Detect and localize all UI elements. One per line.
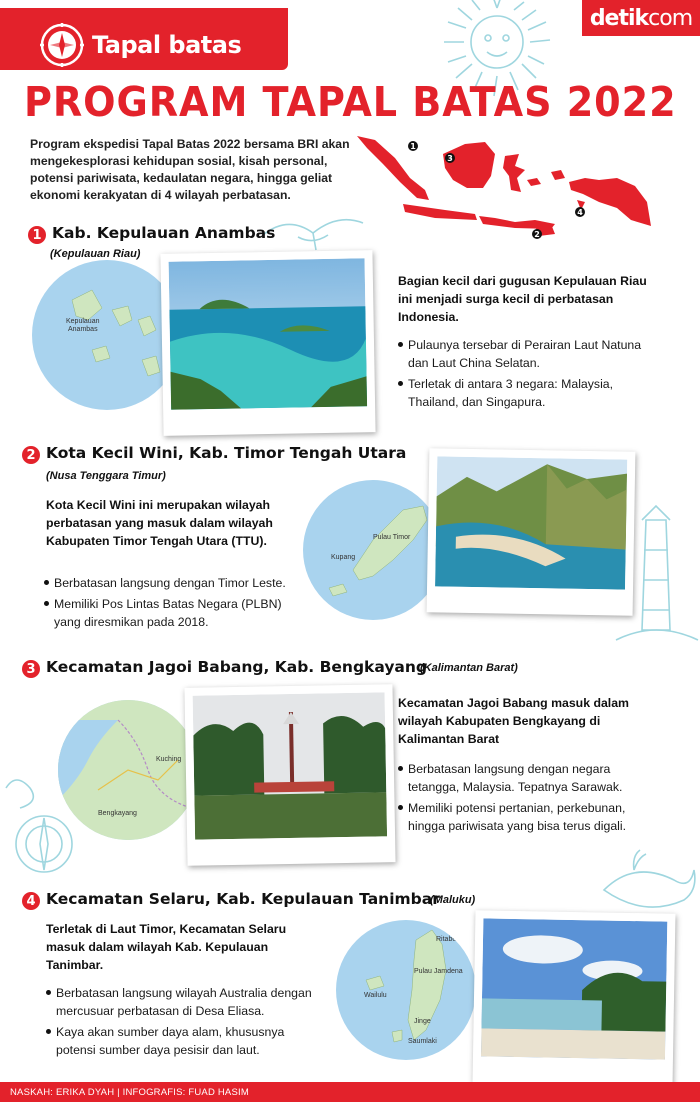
map-marker-2: 2	[534, 230, 540, 239]
section-1-bullets	[398, 336, 648, 414]
indonesia-map	[355, 130, 665, 245]
section-3-photo	[184, 684, 395, 866]
credits-footer: NASKAH: ERIKA DYAH | INFOGRAFIS: FUAD HASIM	[0, 1082, 700, 1102]
section-1-subtitle: (Kepulauan Riau)	[50, 248, 141, 260]
section-2-description: Kota Kecil Wini ini merupakan wilayah perbatasan yang masuk dalam wilayah Kabupaten Timor Tengah Utara (TTU).	[46, 498, 273, 548]
section-2-photo	[427, 448, 636, 616]
compass-sketch-icon	[0, 768, 86, 878]
publisher-name-bold: detik	[589, 5, 649, 31]
map-marker-3: 3	[447, 154, 453, 163]
brand-title: Tapal batas	[92, 31, 242, 59]
lighthouse-sketch-icon	[612, 500, 700, 650]
publisher-name-light: com	[648, 5, 693, 31]
map-marker-4: 4	[577, 208, 583, 217]
list-item: Memiliki Pos Lintas Batas Negara (PLBN) yang diresmikan pada 2018.	[44, 595, 309, 631]
section-2-map-label: Kupang	[331, 554, 356, 561]
section-3-title: Kecamatan Jagoi Babang, Kab. Bengkayang	[46, 658, 428, 676]
section-1-map-label: Kepulauan	[66, 318, 100, 325]
section-2-map-label: Pulau Timor	[373, 534, 411, 541]
section-3-bullets	[398, 760, 663, 838]
section-3-map-label: Bengkayang	[98, 810, 137, 817]
section-4-title: Kecamatan Selaru, Kab. Kepulauan Tanimbar	[46, 890, 440, 908]
list-item: Kaya akan sumber daya alam, khususnya potensi sumber daya pesisir dan laut.	[46, 1023, 316, 1059]
section-4-map-label: Ritabel	[436, 936, 458, 943]
section-3-description: Kecamatan Jagoi Babang masuk dalam wilayah Kabupaten Bengkayang di Kalimantan Barat	[398, 696, 629, 746]
section-4-bullets	[46, 984, 316, 1062]
section-3-map-label: Kuching	[156, 756, 182, 763]
section-4-photo	[473, 910, 676, 1085]
section-4-number: 4	[22, 892, 40, 910]
section-4-map-label: Saumlaki	[408, 1038, 437, 1045]
section-2-title: Kota Kecil Wini, Kab. Timor Tengah Utara	[46, 444, 407, 462]
section-1-number: 1	[28, 226, 46, 244]
publisher-logo[interactable]	[582, 0, 700, 36]
list-item: Terletak di antara 3 negara: Malaysia, Thailand, dan Singapura.	[398, 375, 648, 411]
section-4-subtitle: (Maluku)	[430, 894, 476, 906]
section-2-bullets	[44, 574, 309, 634]
list-item: Berbatasan langsung wilayah Australia dengan mercusuar perbatasan di Desa Eliasa.	[46, 984, 316, 1020]
map-marker-1: 1	[410, 142, 416, 151]
page-title: PROGRAM TAPAL BATAS 2022	[24, 78, 677, 126]
section-1-map-label: Anambas	[68, 326, 98, 333]
section-2-number: 2	[22, 446, 40, 464]
section-4-map-label: Pulau Jamdena	[414, 968, 463, 975]
list-item: Berbatasan langsung dengan negara tetangga, Malaysia. Tepatnya Sarawak.	[398, 760, 663, 796]
section-4-description: Terletak di Laut Timor, Kecamatan Selaru masuk dalam wilayah Kab. Kepulauan Tanimbar.	[46, 922, 287, 972]
section-1-title: Kab. Kepulauan Anambas	[52, 224, 276, 242]
section-4-map	[336, 920, 476, 1060]
list-item: Pulaunya tersebar di Perairan Laut Natuna dan Laut China Selatan.	[398, 336, 648, 372]
compass-logo-icon	[40, 23, 84, 67]
section-2-map	[303, 480, 443, 620]
section-3-subtitle: (Kalimantan Barat)	[420, 662, 518, 674]
section-2-subtitle: (Nusa Tenggara Timur)	[46, 470, 166, 482]
section-4-map-label: Jinge	[414, 1018, 431, 1025]
intro-paragraph: Program ekspedisi Tapal Batas 2022 bersama BRI akan mengekesplorasi kehidupan sosial, kisah personal, potensi pariwisata, kedaulatan negara, hingga geliat ekonomi kerakyatan di 4 wilayah perbatasan.	[30, 137, 350, 202]
section-4-map-label: Wailulu	[364, 992, 387, 999]
section-1-description: Bagian kecil dari gugusan Kepulauan Riau ini menjadi surga kecil di perbatasan Indonesia.	[398, 274, 647, 324]
section-1-photo	[160, 250, 375, 436]
list-item: Berbatasan langsung dengan Timor Leste.	[44, 574, 309, 592]
section-1-map	[32, 260, 182, 410]
whale-sketch-icon	[594, 840, 700, 920]
list-item: Memiliki potensi pertanian, perkebunan, hingga pariwisata yang bisa terus digali.	[398, 799, 663, 835]
section-3-number: 3	[22, 660, 40, 678]
brand-banner	[0, 8, 288, 70]
